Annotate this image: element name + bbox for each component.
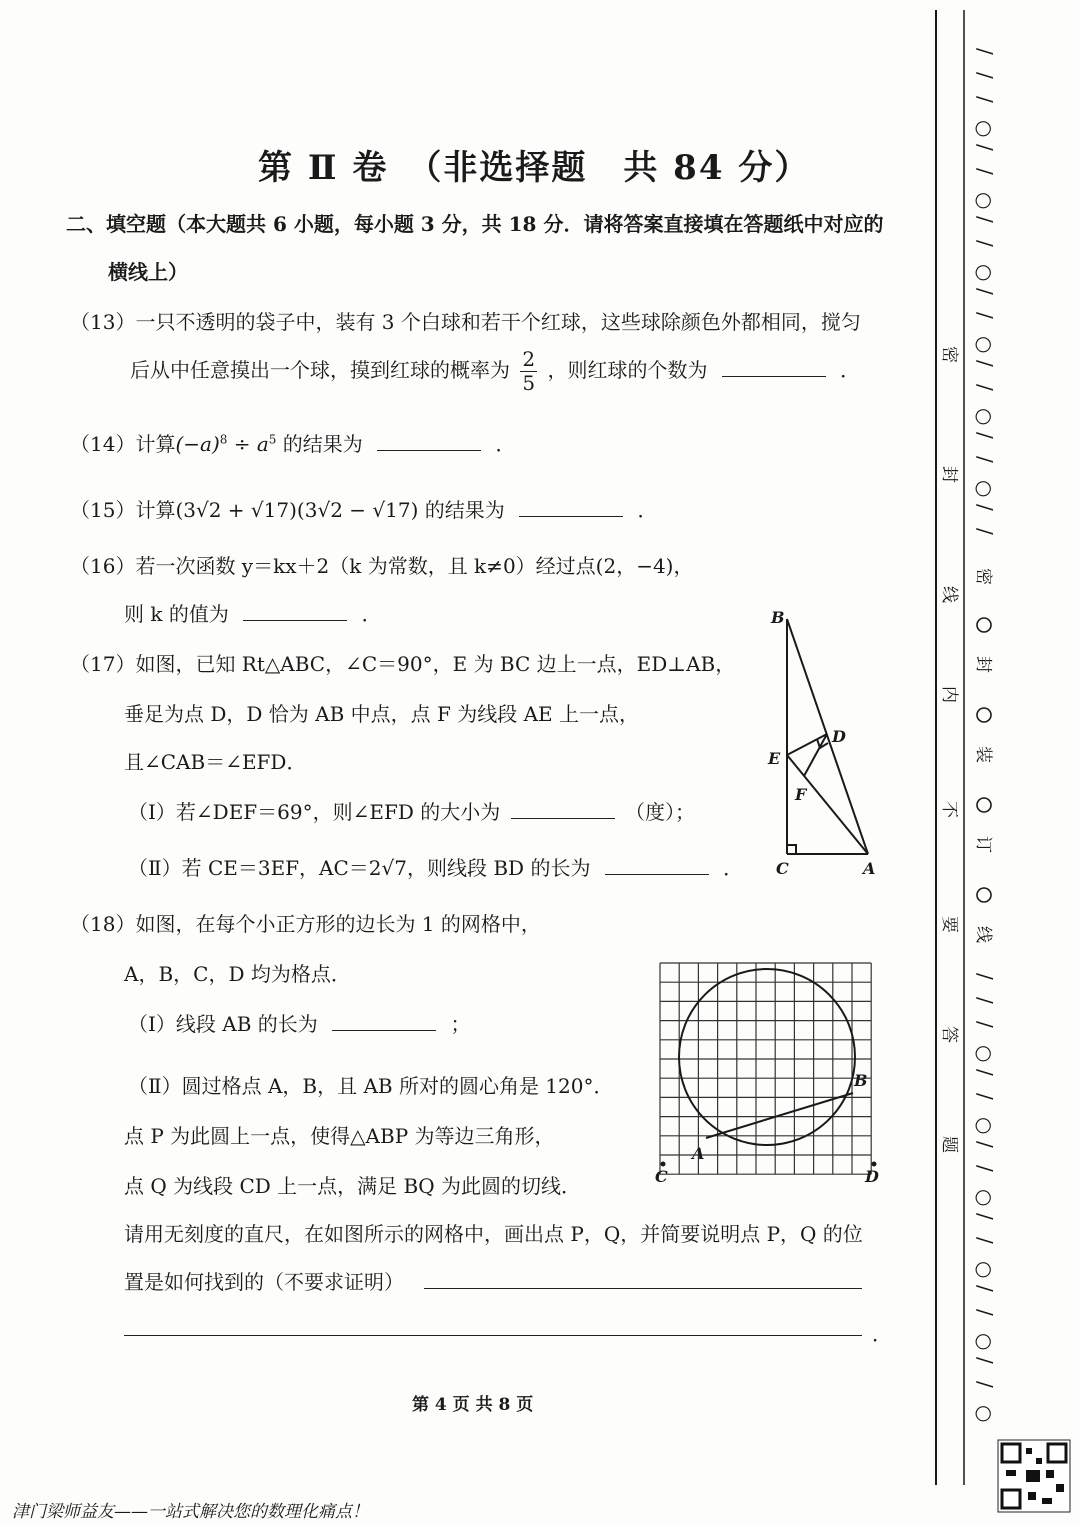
q15-answer-blank[interactable] [519,515,623,517]
section-heading-cont: 横线上） [108,260,188,284]
seal-mark: / [973,384,997,391]
seal-mark: ○ [973,264,997,282]
seal-mark: / [973,1021,997,1028]
q14-exp1: 8 [219,432,228,447]
seal-mark: / [973,48,997,55]
seal-mark: ○ [973,120,997,138]
q17-part2 [128,852,743,881]
seal-mark: ○ [973,1045,997,1063]
q13-fraction [520,348,537,395]
seal-mark: ○ [973,336,997,354]
seal-inner-char: 答 [939,1026,959,1043]
footer-slogan: 津门梁师益友——一站式解决您的数理化痛点！ [12,1502,369,1522]
section-heading: 二、填空题（本大题共 6 小题，每小题 3 分，共 18 分．请将答案直接填在答题纸中对应的 [66,212,884,236]
q17-part1 [128,796,695,825]
q18-line2: A，B，C，D 均为格点． [124,962,351,986]
q14-expr: (−a) [175,432,220,456]
q17-label-d: D [832,727,846,746]
q16-answer-blank[interactable] [243,619,347,621]
q17-label-b: B [771,608,785,627]
q17-label-c: C [776,859,789,878]
q13-answer-blank[interactable] [722,375,826,377]
q18-line3: 点 P 为此圆上一点，使得△ABP 为等边三角形， [124,1124,555,1148]
q18-answer-line-1[interactable] [424,1287,862,1289]
q18-part1-text: （Ⅰ）线段 AB 的长为 [128,1012,318,1036]
seal-mark: ○ [973,1117,997,1135]
seal-mark: / [973,1165,997,1172]
q17-label-e: E [768,749,781,768]
seal-mark: / [973,168,997,175]
seal-mark: / [973,1381,997,1388]
seal-mark: / [973,528,997,535]
q13-line1: （13）一只不透明的袋子中，装有 3 个白球和若干个红球，这些球除颜色外都相同，搅匀 [70,310,861,334]
page-title: 第 Ⅱ 卷 （非选择题 共 84 分） [258,148,811,188]
q16-line2 [124,598,382,627]
seal-circle [977,618,991,632]
seal-mark: / [973,360,997,367]
q18-figure [640,955,900,1195]
seal-strip [920,0,1080,1526]
q17-figure [760,605,900,885]
q18-part1 [128,1008,470,1037]
seal-mark: / [973,288,997,295]
seal-inner-text [939,346,959,1153]
q14-text-b: 的结果为 [276,432,363,456]
seal-mark: / [973,1357,997,1364]
seal-circle [977,708,991,722]
seal-mark: / [973,144,997,151]
seal-inner-char: 线 [939,586,959,603]
seal-mark: ○ [973,480,997,498]
q18-label-d: D [865,1167,879,1186]
q14-div: ÷ a [227,432,269,456]
q17-line1: （17）如图，已知 Rt△ABC，∠C＝90°，E 为 BC 边上一点，ED⊥AB， [70,652,736,676]
seal-outer-char: 封 [973,656,993,673]
q18-line1: （18）如图，在每个小正方形的边长为 1 的网格中， [70,912,541,936]
seal-mark: / [973,997,997,1004]
q18-part2: （Ⅱ）圆过格点 A，B，且 AB 所对的圆心角是 120°． [128,1074,614,1098]
q14-answer-blank[interactable] [377,449,481,451]
seal-mark: ○ [973,192,997,210]
seal-mark: / [973,973,997,980]
seal-mark: / [973,1069,997,1076]
q16-end: ． [361,602,382,626]
q18-answer-line-2[interactable] [124,1334,862,1336]
seal-mark: ○ [973,1333,997,1351]
q13-frac-den: 5 [522,371,536,395]
q13-end: ． [840,358,861,382]
q13-text-a: 后从中任意摸出一个球，摸到红球的概率为 [130,358,510,382]
seal-mark: / [973,72,997,79]
seal-mark: ○ [973,1261,997,1279]
q17-segment-ab [787,619,868,854]
seal-mark: / [973,456,997,463]
q18-part1-end: ； [450,1012,471,1036]
q15-text-a: （15）计算 [70,498,176,522]
q17-label-f: F [795,785,807,804]
page-number: 第 4 页 共 8 页 [412,1395,534,1415]
seal-mark: / [973,1141,997,1148]
seal-inner-char: 题 [939,1136,959,1153]
seal-mark: ○ [973,408,997,426]
q14-line [70,428,516,457]
q17-segment-ea [787,755,868,854]
seal-mark: ○ [973,1405,997,1423]
seal-mark: / [973,432,997,439]
seal-mark: / [973,216,997,223]
q18-line6: 置是如何找到的（不要求证明） [124,1270,404,1294]
seal-outer-char: 线 [973,926,993,943]
q17-line2: 垂足为点 D，D 恰为 AB 中点，点 F 为线段 AE 上一点， [124,702,639,726]
seal-mark: / [973,1237,997,1244]
seal-inner-char: 不 [939,801,959,818]
seal-outer-char: 订 [973,836,993,853]
q13-frac-num: 2 [522,347,536,371]
seal-mark: / [973,96,997,103]
q15-line [70,494,657,523]
seal-mark: / [973,1309,997,1316]
q16-line1: （16）若一次函数 y＝kx＋2（k 为常数，且 k≠0）经过点(2，−4)， [70,554,694,578]
q18-end: ． [872,1322,892,1346]
q18-point-d [872,1162,877,1167]
seal-inner-char: 密 [939,346,959,363]
seal-mark: / [973,240,997,247]
q14-text-a: （14）计算 [70,432,176,456]
q17-part1-text: （Ⅰ）若∠DEF＝69°，则∠EFD 的大小为 [128,800,501,824]
qr-code [998,1440,1070,1512]
q15-text-b: 的结果为 [418,498,505,522]
seal-outer-text [973,568,993,943]
q18-line5: 请用无刻度的直尺，在如图所示的网格中，画出点 P，Q，并简要说明点 P，Q 的位 [124,1222,863,1246]
q17-part1-unit: （度）； [624,800,695,824]
q17-part2-text: （Ⅱ）若 CE＝3EF，AC＝2√7，则线段 BD 的长为 [128,856,591,880]
q13-line2 [130,348,860,395]
seal-mark: ○ [973,1189,997,1207]
q18-segment-ab [706,1093,853,1138]
q17-line3: 且∠CAB＝∠EFD． [124,750,307,774]
q18-grid [660,963,871,1174]
q13-text-b: ，则红球的个数为 [547,358,708,382]
q17-right-angle-c [787,845,796,854]
seal-circle [977,888,991,902]
seal-mark: / [973,1285,997,1292]
seal-inner-char: 封 [939,466,959,483]
q17-part1-blank[interactable] [511,817,615,819]
q17-part2-end: ． [723,856,744,880]
seal-circle [977,798,991,812]
q17-label-a: A [863,859,876,878]
q15-end: ． [637,498,658,522]
q18-label-b: B [854,1071,868,1090]
seal-mark: / [973,312,997,319]
q18-label-c: C [655,1167,668,1186]
seal-outer-char: 装 [973,746,993,763]
q14-exp2: 5 [268,432,277,447]
q15-expr: (3√2 + √17)(3√2 − √17) [175,498,419,522]
q18-point-c [661,1162,666,1167]
q18-part1-blank[interactable] [332,1029,436,1031]
seal-dash-pattern [973,48,997,1422]
q17-part2-blank[interactable] [605,873,709,875]
q18-line4: 点 Q 为线段 CD 上一点，满足 BQ 为此圆的切线． [124,1174,581,1198]
seal-mark: / [973,1093,997,1100]
q16-text: 则 k 的值为 [124,602,229,626]
seal-outer-char: 密 [973,568,993,585]
q14-end: ． [495,432,516,456]
seal-mark: / [973,504,997,511]
seal-inner-char: 内 [939,686,959,703]
seal-mark: / [973,1213,997,1220]
q18-label-a: A [692,1144,705,1163]
seal-inner-char: 要 [939,916,959,933]
